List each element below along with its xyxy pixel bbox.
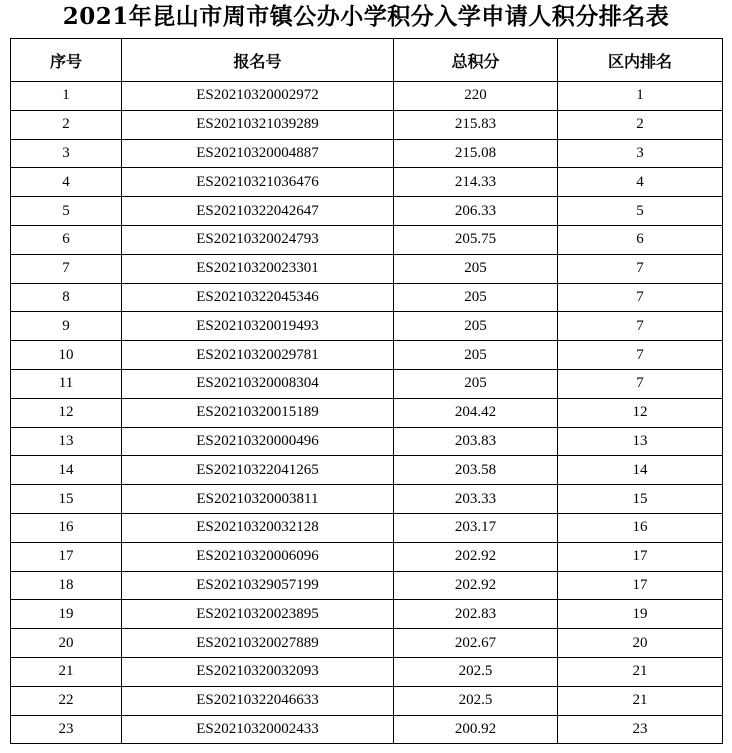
cell-serial-number: 9 [11,312,122,341]
table-row [11,485,723,514]
table-row [11,686,723,715]
table-row [11,427,723,456]
cell-district-rank: 7 [558,341,723,370]
cell-serial-number: 16 [11,513,122,542]
cell-total-points: 202.67 [394,629,558,658]
cell-registration-number: ES20210320023301 [122,254,394,283]
cell-registration-number: ES20210320006096 [122,542,394,571]
header-registration-number: 报名号 [122,39,394,82]
cell-district-rank: 13 [558,427,723,456]
cell-serial-number: 14 [11,456,122,485]
cell-registration-number: ES20210320004887 [122,139,394,168]
table-row [11,513,723,542]
cell-total-points: 205 [394,341,558,370]
cell-total-points: 206.33 [394,197,558,226]
cell-registration-number: ES20210320015189 [122,398,394,427]
table-row [11,715,723,744]
cell-registration-number: ES20210321036476 [122,168,394,197]
cell-serial-number: 22 [11,686,122,715]
cell-total-points: 202.92 [394,571,558,600]
cell-district-rank: 7 [558,369,723,398]
cell-total-points: 220 [394,82,558,111]
cell-serial-number: 19 [11,600,122,629]
cell-district-rank: 12 [558,398,723,427]
cell-registration-number: ES20210320008304 [122,369,394,398]
table-row [11,254,723,283]
cell-registration-number: ES20210320027889 [122,629,394,658]
cell-serial-number: 18 [11,571,122,600]
cell-district-rank: 6 [558,225,723,254]
cell-total-points: 200.92 [394,715,558,744]
cell-district-rank: 17 [558,571,723,600]
cell-registration-number: ES20210322046633 [122,686,394,715]
cell-registration-number: ES20210329057199 [122,571,394,600]
table-row [11,456,723,485]
cell-registration-number: ES20210320002972 [122,82,394,111]
table-body [11,82,723,744]
cell-total-points: 203.33 [394,485,558,514]
cell-total-points: 202.5 [394,657,558,686]
table-row [11,600,723,629]
cell-total-points: 203.17 [394,513,558,542]
table-row [11,312,723,341]
cell-total-points: 205.75 [394,225,558,254]
cell-total-points: 204.42 [394,398,558,427]
cell-district-rank: 4 [558,168,723,197]
table-row [11,197,723,226]
table-row [11,110,723,139]
cell-registration-number: ES20210322045346 [122,283,394,312]
cell-serial-number: 12 [11,398,122,427]
header-serial-number: 序号 [11,39,122,82]
cell-total-points: 205 [394,254,558,283]
cell-total-points: 214.33 [394,168,558,197]
table-row [11,369,723,398]
cell-serial-number: 2 [11,110,122,139]
table-row [11,542,723,571]
cell-serial-number: 11 [11,369,122,398]
cell-district-rank: 16 [558,513,723,542]
cell-total-points: 202.5 [394,686,558,715]
table-row [11,341,723,370]
table-row [11,168,723,197]
cell-registration-number: ES20210320032093 [122,657,394,686]
cell-serial-number: 15 [11,485,122,514]
cell-registration-number: ES20210320019493 [122,312,394,341]
cell-registration-number: ES20210320003811 [122,485,394,514]
table-row [11,283,723,312]
table-row [11,139,723,168]
cell-registration-number: ES20210322042647 [122,197,394,226]
cell-district-rank: 1 [558,82,723,111]
cell-district-rank: 14 [558,456,723,485]
cell-serial-number: 7 [11,254,122,283]
table-row [11,398,723,427]
cell-registration-number: ES20210320024793 [122,225,394,254]
cell-district-rank: 2 [558,110,723,139]
cell-total-points: 205 [394,312,558,341]
cell-district-rank: 15 [558,485,723,514]
header-total-points: 总积分 [394,39,558,82]
cell-registration-number: ES20210320032128 [122,513,394,542]
cell-serial-number: 10 [11,341,122,370]
cell-serial-number: 6 [11,225,122,254]
cell-serial-number: 13 [11,427,122,456]
cell-district-rank: 3 [558,139,723,168]
table-row [11,82,723,111]
cell-serial-number: 21 [11,657,122,686]
cell-serial-number: 3 [11,139,122,168]
cell-registration-number: ES20210320023895 [122,600,394,629]
cell-district-rank: 7 [558,312,723,341]
cell-registration-number: ES20210320002433 [122,715,394,744]
cell-total-points: 203.83 [394,427,558,456]
cell-district-rank: 5 [558,197,723,226]
cell-district-rank: 20 [558,629,723,658]
cell-serial-number: 5 [11,197,122,226]
cell-district-rank: 17 [558,542,723,571]
cell-registration-number: ES20210320029781 [122,341,394,370]
cell-serial-number: 20 [11,629,122,658]
cell-serial-number: 23 [11,715,122,744]
table-header-row [11,39,723,82]
cell-district-rank: 21 [558,657,723,686]
cell-serial-number: 1 [11,82,122,111]
page-title: 2021年昆山市周市镇公办小学积分入学申请人积分排名表 [62,3,670,30]
cell-total-points: 205 [394,283,558,312]
table-row [11,571,723,600]
cell-district-rank: 23 [558,715,723,744]
cell-serial-number: 4 [11,168,122,197]
cell-total-points: 205 [394,369,558,398]
cell-total-points: 202.92 [394,542,558,571]
table-row [11,629,723,658]
cell-district-rank: 21 [558,686,723,715]
cell-total-points: 215.83 [394,110,558,139]
cell-district-rank: 7 [558,283,723,312]
table-row [11,225,723,254]
cell-registration-number: ES20210322041265 [122,456,394,485]
table-row [11,657,723,686]
header-district-rank: 区内排名 [558,39,723,82]
cell-serial-number: 8 [11,283,122,312]
cell-registration-number: ES20210320000496 [122,427,394,456]
cell-total-points: 202.83 [394,600,558,629]
cell-serial-number: 17 [11,542,122,571]
cell-district-rank: 7 [558,254,723,283]
cell-total-points: 215.08 [394,139,558,168]
cell-district-rank: 19 [558,600,723,629]
cell-total-points: 203.58 [394,456,558,485]
ranking-table [10,38,723,744]
cell-registration-number: ES20210321039289 [122,110,394,139]
